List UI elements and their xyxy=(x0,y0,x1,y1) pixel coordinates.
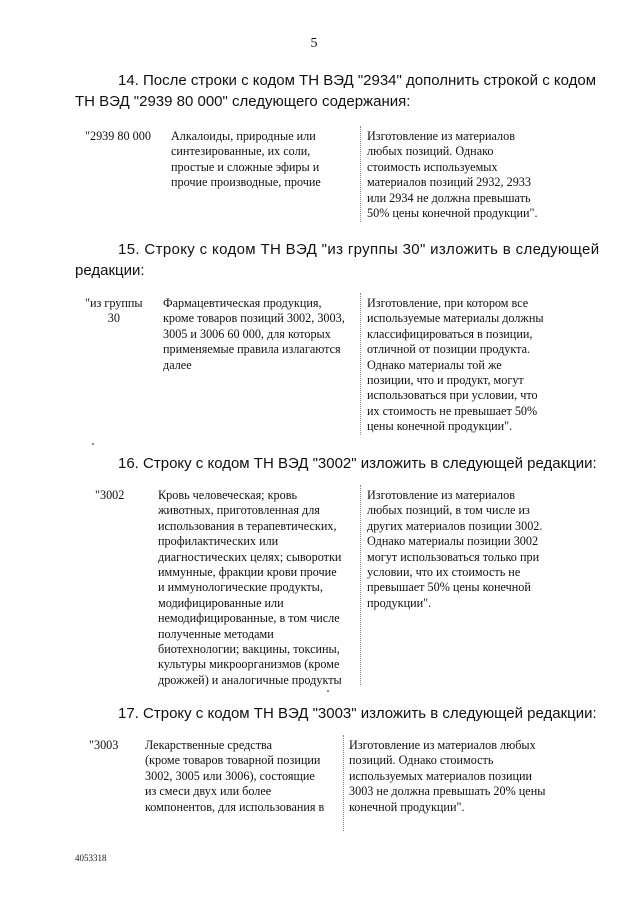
rule-line: Изготовление, при котором все xyxy=(367,296,529,310)
description-line: профилактических или xyxy=(158,534,279,549)
rule-line: используемых материалов позиции xyxy=(349,768,533,783)
description-line: дрожжей) и аналогичные продукты xyxy=(158,672,342,687)
section-16-heading: 16. Строку с кодом ТН ВЭД "3002" изложить в следующей редакции: xyxy=(118,455,597,472)
description-line: модифицированные или xyxy=(158,595,284,610)
section-15-heading: 15. Строку с кодом ТН ВЭД "из группы 30" изложить в следующей xyxy=(118,241,600,258)
rule-line: классифицироваться в позиции, xyxy=(367,326,533,341)
description-line: 3002, 3005 или 3006), состоящие xyxy=(145,768,315,783)
description-line: из смеси двух или более xyxy=(145,784,272,799)
rule-line: условии, что их стоимость не xyxy=(367,565,521,580)
description-line: прочие производные, прочие xyxy=(171,175,321,190)
description-cell xyxy=(158,488,342,688)
code-line: 30 xyxy=(107,311,120,326)
document-code: 4053318 xyxy=(75,853,107,863)
description-line: биотехнологии; вакцины, токсины, xyxy=(158,642,340,657)
rule-line: могут использоваться только при xyxy=(367,549,540,564)
code-cell xyxy=(85,296,143,327)
rule-line: позиции, что и продукт, могут xyxy=(367,373,524,388)
description-line: использования в терапевтических, xyxy=(158,518,337,533)
description-line: иммунные, фракции крови прочие xyxy=(158,565,337,580)
column-divider xyxy=(360,126,361,222)
scan-speck xyxy=(327,690,329,692)
page-number: 5 xyxy=(310,36,318,51)
code-cell xyxy=(85,129,151,144)
description-line: синтезированные, их соли, xyxy=(171,144,311,159)
rule-line: использоваться при условии, что xyxy=(367,388,538,403)
description-line: немодифицированные, в том числе xyxy=(158,611,340,626)
rule-cell xyxy=(349,738,545,815)
description-cell xyxy=(145,738,324,815)
section-17-heading: 17. Строку с кодом ТН ВЭД "3003" изложить в следующей редакции: xyxy=(118,705,597,722)
description-line: 3005 и 3006 60 000, для которых xyxy=(163,326,331,341)
code-line: "2939 80 000 xyxy=(85,129,151,143)
rule-line: позиций. Однако стоимость xyxy=(349,753,494,768)
section-14-heading-cont: ТН ВЭД "2939 80 000" следующего содержания: xyxy=(75,93,411,110)
rule-line: 50% цены конечной продукции". xyxy=(367,206,538,221)
rule-line: Однако материалы той же xyxy=(367,357,502,372)
rule-line: Изготовление из материалов xyxy=(367,488,515,502)
description-line: Фармацевтическая продукция, xyxy=(163,296,322,310)
rule-line: стоимость используемых xyxy=(367,159,498,174)
description-line: Кровь человеческая; кровь xyxy=(158,488,298,502)
rule-line: конечной продукции". xyxy=(349,799,465,814)
rule-line: превышает 50% цены конечной xyxy=(367,580,531,595)
rule-line: их стоимость не превышает 50% xyxy=(367,403,538,418)
code-cell xyxy=(89,738,118,753)
description-line: культуры микроорганизмов (кроме xyxy=(158,657,340,672)
description-line: (кроме товаров товарной позиции xyxy=(145,753,321,768)
code-line: "из группы xyxy=(85,296,143,310)
description-line: компонентов, для использования в xyxy=(145,799,325,814)
description-line: кроме товаров позиций 3002, 3003, xyxy=(163,311,345,326)
rule-line: Изготовление из материалов xyxy=(367,129,515,143)
column-divider xyxy=(360,293,361,435)
description-line: полученные методами xyxy=(158,626,274,641)
rule-line: любых позиций, в том числе из xyxy=(367,503,530,518)
description-line: и иммунологические продукты, xyxy=(158,580,323,595)
description-cell xyxy=(163,296,345,373)
rule-line: или 2934 не должна превышать xyxy=(367,190,531,205)
description-line: Лекарственные средства xyxy=(145,738,273,752)
description-line: простые и сложные эфиры и xyxy=(171,159,320,174)
description-line: диагностических целях; сыворотки xyxy=(158,549,342,564)
column-divider xyxy=(360,485,361,685)
code-line: "3003 xyxy=(89,738,119,752)
rule-line: любых позиций. Однако xyxy=(367,144,494,159)
description-cell xyxy=(171,129,321,191)
description-line: применяемые правила излагаются xyxy=(163,342,341,357)
code-cell xyxy=(95,488,124,503)
rule-line: цены конечной продукции". xyxy=(367,419,513,434)
rule-cell xyxy=(367,296,544,435)
section-14-heading: 14. После строки с кодом ТН ВЭД "2934" дополнить строкой с кодом xyxy=(118,72,597,89)
rule-cell xyxy=(367,488,542,611)
rule-line: 3003 не должна превышать 20% цены xyxy=(349,784,546,799)
rule-line: Однако материалы позиции 3002 xyxy=(367,534,539,549)
description-line: животных, приготовленная для xyxy=(158,503,320,518)
column-divider xyxy=(343,735,344,831)
rule-line: других материалов позиции 3002. xyxy=(367,518,543,533)
section-15-heading-cont: редакции: xyxy=(75,262,145,279)
rule-line: отличной от позиции продукта. xyxy=(367,342,531,357)
rule-cell xyxy=(367,129,538,221)
code-line: "3002 xyxy=(95,488,125,502)
rule-line: Изготовление из материалов любых xyxy=(349,738,536,752)
rule-line: используемые материалы должны xyxy=(367,311,544,326)
scan-speck xyxy=(92,443,94,445)
description-line: Алкалоиды, природные или xyxy=(171,129,316,143)
rule-line: продукции". xyxy=(367,595,432,610)
rule-line: материалов позиций 2932, 2933 xyxy=(367,175,531,190)
description-line: далее xyxy=(163,357,192,372)
